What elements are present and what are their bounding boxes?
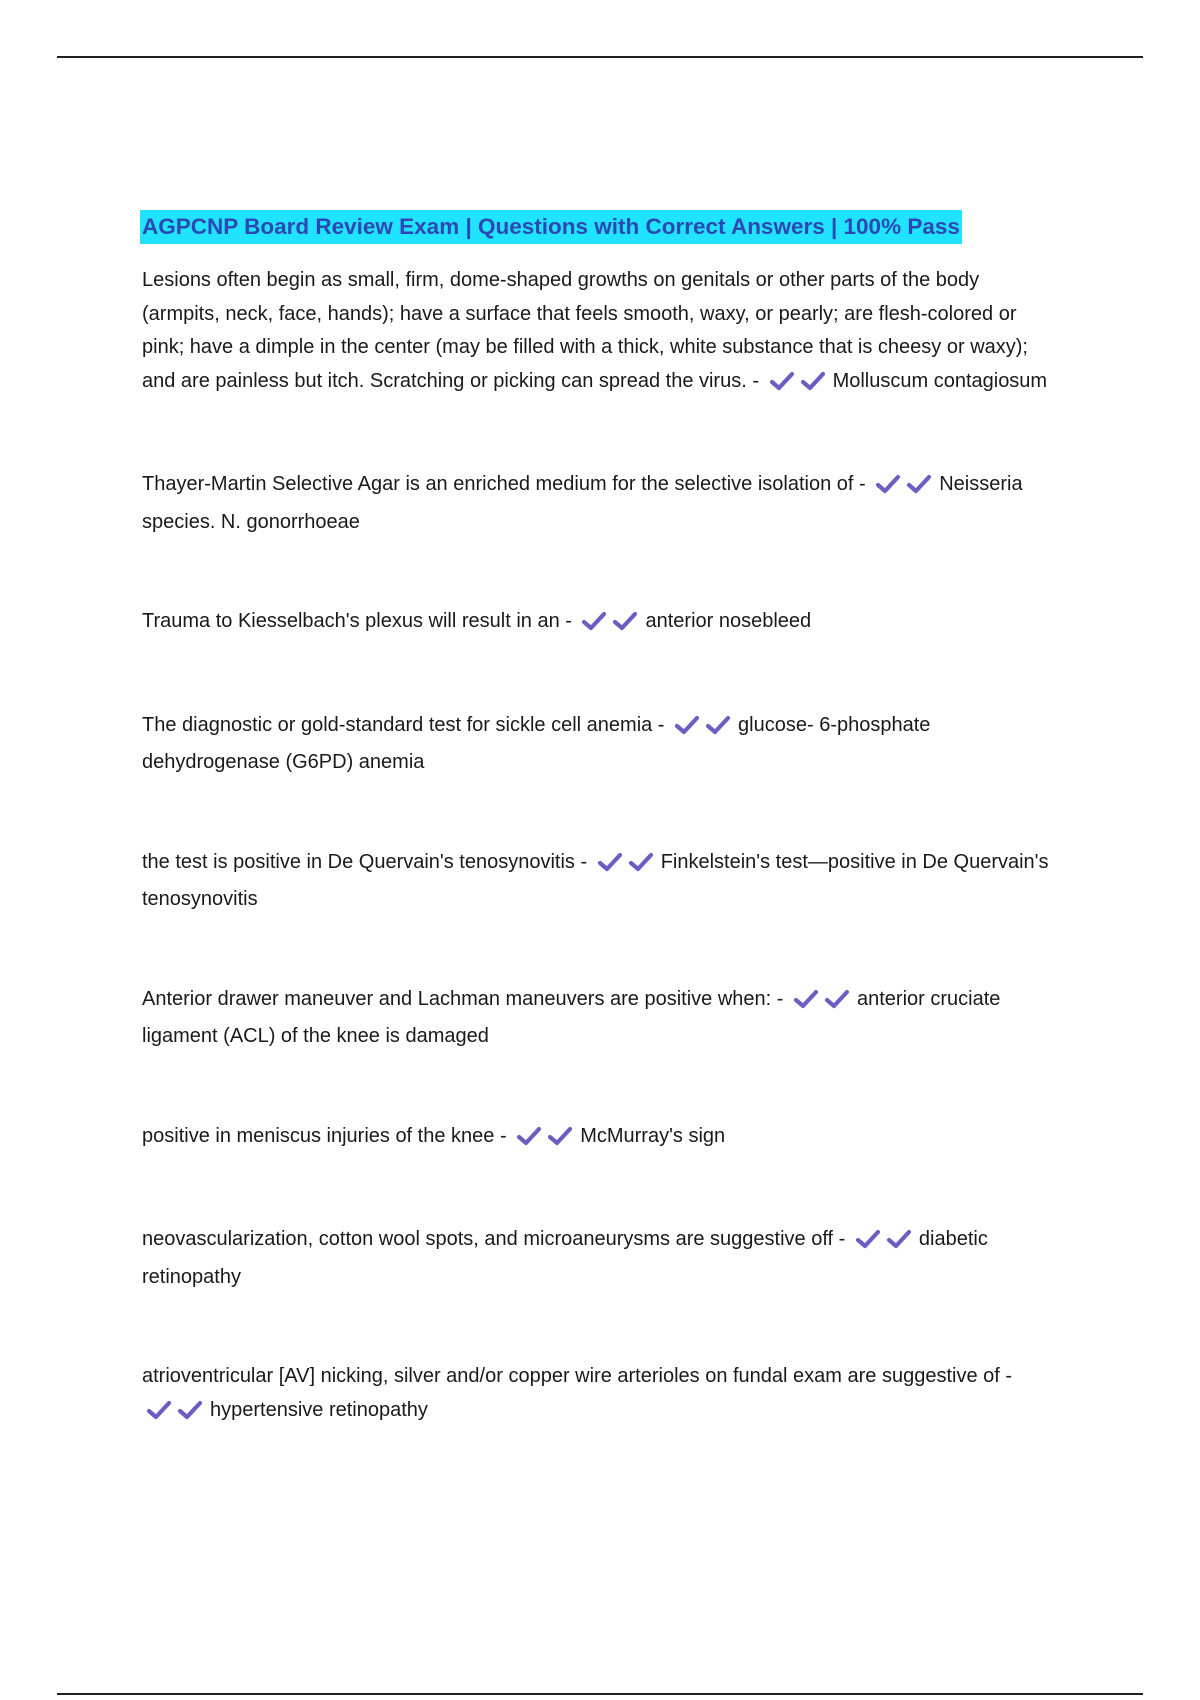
answer-marker [581, 609, 643, 643]
check-icon [547, 1126, 573, 1146]
answer-text: hypertensive retinopathy [210, 1398, 428, 1421]
document-body [142, 210, 1062, 1431]
qa-item [142, 264, 1062, 402]
check-icon [886, 1229, 912, 1249]
document-title: AGPCNP Board Review Exam | Questions with Correct Answers | 100% Pass [140, 210, 962, 244]
check-icon [628, 852, 654, 872]
question-text: The diagnostic or gold-standard test for sickle cell anemia - [142, 713, 665, 736]
qa-item [142, 709, 1062, 780]
answer-marker [597, 850, 659, 884]
answer-text: glucose- 6-phosphate dehydrogenase (G6PD) anemia [142, 713, 931, 773]
qa-item [142, 468, 1062, 539]
question-text: neovascularization, cotton wool spots, and microaneurysms are suggestive off - [142, 1228, 846, 1250]
question-text: Lesions often begin as small, firm, dome-shaped growths on genitals or other parts of the body (armpits, neck, face, hands); have a surface that feels smooth, waxy, or pearly; are flesh-colored or pink; have a dimple in the center (may be filled with a thick, white substance that is cheesy or waxy); and are painless but itch. Scratching or picking can spread the virus. - [142, 269, 1028, 392]
check-icon [612, 611, 638, 631]
check-icon [705, 715, 731, 735]
question-text: Trauma to Kiesselbach's plexus will result in an - [142, 610, 572, 632]
check-icon [875, 474, 901, 494]
answer-marker [875, 472, 937, 506]
header-rule [57, 56, 1143, 58]
question-text: atrioventricular [AV] nicking, silver and/or copper wire arterioles on fundal exam are suggestive of - [142, 1365, 1013, 1387]
check-icon [906, 474, 932, 494]
question-text: Anterior drawer maneuver and Lachman maneuvers are positive when: - [142, 987, 784, 1010]
answer-text: anterior cruciate ligament (ACL) of the knee is damaged [142, 987, 1001, 1047]
answer-text: anterior nosebleed [645, 610, 812, 632]
check-icon [855, 1229, 881, 1249]
check-icon [674, 715, 700, 735]
answer-text: McMurray's sign [580, 1124, 726, 1147]
check-icon [177, 1400, 203, 1420]
check-icon [793, 989, 819, 1009]
check-icon [824, 989, 850, 1009]
qa-item [142, 1120, 1062, 1158]
check-icon [800, 371, 826, 391]
question-text: positive in meniscus injuries of the knee - [142, 1124, 507, 1147]
check-icon [769, 371, 795, 391]
answer-marker [516, 1124, 578, 1158]
answer-marker [146, 1398, 208, 1432]
check-icon [516, 1126, 542, 1146]
answer-marker [769, 369, 831, 403]
answer-text: Molluscum contagiosum [832, 369, 1048, 392]
qa-item [142, 1223, 1062, 1294]
qa-item [142, 983, 1062, 1054]
qa-list [142, 264, 1062, 1431]
qa-item [142, 605, 1062, 643]
answer-text: diabetic retinopathy [142, 1228, 988, 1288]
check-icon [146, 1400, 172, 1420]
answer-text: Neisseria species. N. gonorrhoeae [142, 473, 1023, 533]
answer-marker [674, 713, 736, 747]
answer-marker [793, 987, 855, 1021]
qa-item [142, 846, 1062, 917]
footer-rule [57, 1693, 1143, 1695]
check-icon [581, 611, 607, 631]
check-icon [597, 852, 623, 872]
answer-text: Finkelstein's test—positive in De Quervain's tenosynovitis [142, 850, 1049, 910]
answer-marker [855, 1227, 917, 1261]
qa-item [142, 1360, 1062, 1431]
question-text: the test is positive in De Quervain's tenosynovitis - [142, 850, 588, 873]
question-text: Thayer-Martin Selective Agar is an enriched medium for the selective isolation of - [142, 473, 866, 495]
